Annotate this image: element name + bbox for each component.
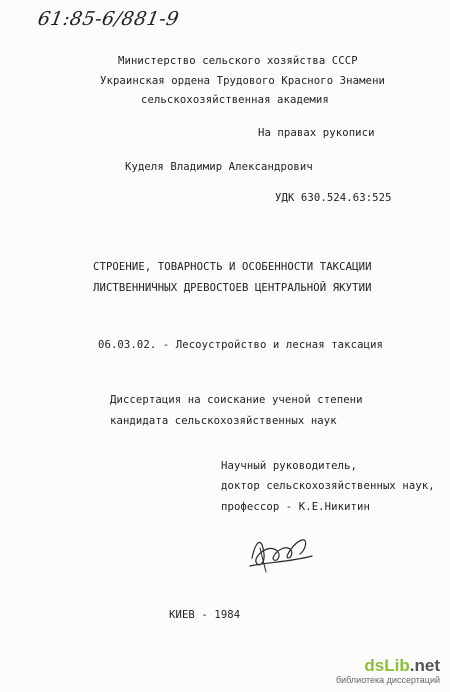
specialty-code: 06.03.02. - Лесоустройство и лесная таксация	[98, 339, 384, 351]
udk-code: УДК 630.524.63:525	[275, 192, 392, 204]
handwritten-archive-number: 61:85-6/881-9	[36, 8, 181, 30]
academy-line-2: сельскохозяйственная академия	[141, 94, 329, 106]
city-year: КИЕВ - 1984	[169, 609, 241, 621]
signature-icon	[242, 528, 322, 576]
manuscript-rights: На правах рукописи	[258, 127, 375, 139]
author-name: Куделя Владимир Александрович	[125, 161, 313, 173]
ministry-line: Министерство сельского хозяйства СССР	[118, 55, 358, 67]
title-line-1: СТРОЕНИЕ, ТОВАРНОСТЬ И ОСОБЕННОСТИ ТАКСАЦИИ	[93, 261, 372, 273]
dissertation-line-2: кандидата сельскохозяйственных наук	[110, 415, 337, 427]
dslib-logo: dsLib.net	[364, 656, 440, 675]
dslib-subtitle: библиотека диссертаций	[335, 675, 440, 685]
dslib-watermark[interactable]	[336, 657, 440, 686]
title-line-2: ЛИСТВЕННИЧНЫХ ДРЕВОСТОЕВ ЦЕНТРАЛЬНОЙ ЯКУТИИ	[93, 282, 372, 294]
dissertation-line-1: Диссертация на соискание ученой степени	[110, 394, 363, 406]
supervisor-name: профессор - К.Е.Никитин	[221, 501, 370, 513]
supervisor-label: Научный руководитель,	[221, 460, 358, 472]
supervisor-degree: доктор сельскохозяйственных наук,	[221, 480, 435, 492]
academy-line-1: Украинская ордена Трудового Красного Знамени	[100, 75, 386, 87]
